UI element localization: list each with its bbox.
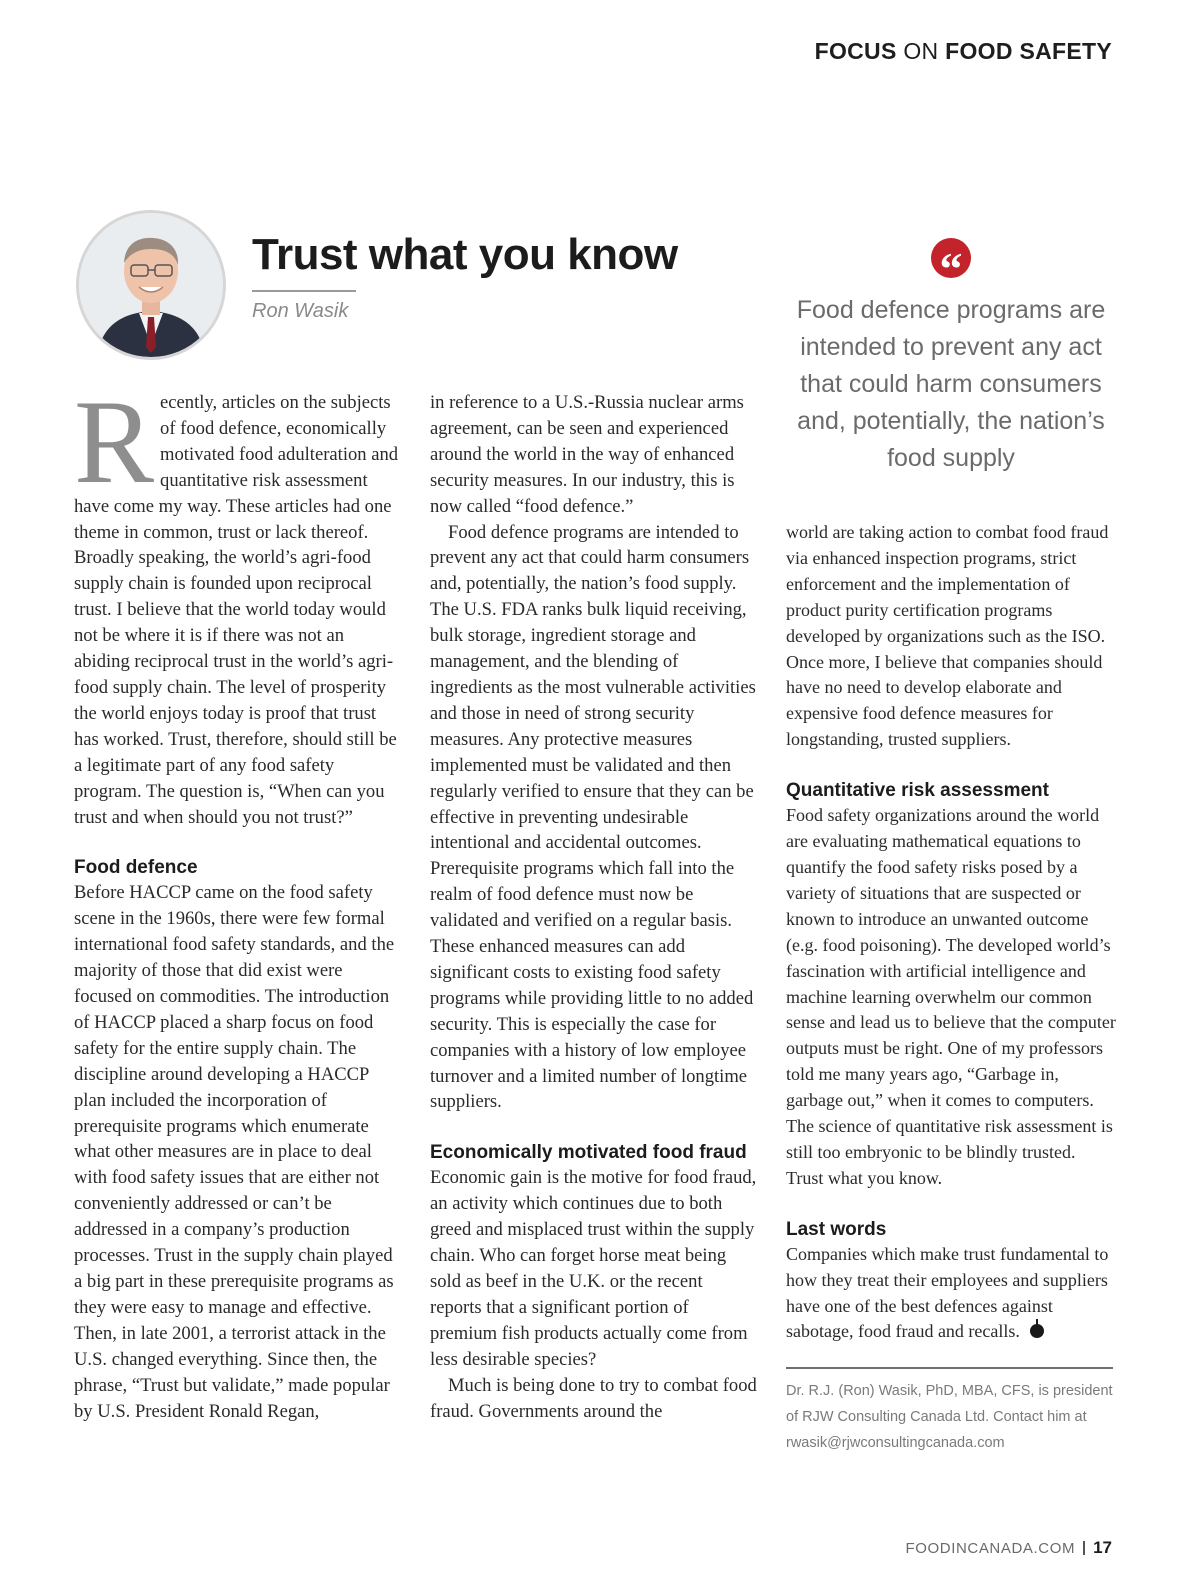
bio-line-1: Dr. R.J. (Ron) Wasik, PhD, MBA, CFS, is president <box>786 1383 1113 1399</box>
page-footer <box>905 1538 1112 1558</box>
footer-separator <box>1083 1541 1085 1555</box>
bio-email: rwasik@rjwconsultingcanada.com <box>786 1435 1005 1451</box>
footer-site: FOODINCANADA.COM <box>905 1540 1076 1557</box>
food-defence-paragraph: Before HACCP came on the food safety scene in the 1960s, there were few formal international food safety standards, and the majority of those that did exist were focused on commodities. The introduction of HACCP placed a sharp focus on food safety for the entire supply chain. The discipline around developing a HACCP plan included the incorporation of prerequisite programs which enumerate what other measures are in place to deal with food safety issues that are either not conveniently addressed or can’t be addressed in a company’s production processes. Trust in the supply chain played a big part in these prerequisite programs as they were easy to manage and effective. Then, in late 2001, a terrorist attack in the U.S. changed everything. Since then, the phrase, “Trust but validate,” made popular by U.S. President Ronald Regan, <box>74 882 395 1422</box>
intro-paragraph <box>74 375 402 830</box>
bio-line-2: of RJW Consulting Canada Ltd. Contact him at <box>786 1409 1087 1425</box>
risk-assessment-paragraph: Food safety organizations around the world are evaluating mathematical equations to quantify the food safety risks posed by a variety of situations that are suspected or known to introduce an unwanted outcome (e.g. food poisoning). The developed world’s fascination with artificial intelligence and machine learning overwhelm our common sense and lead us to believe that the computer outputs must be right. One of my professors told me many years ago, “Garbage in, garbage out,” when it comes to computers. The science of quantitative risk assessment is still too embryonic to be blindly trusted. Trust what you know. <box>786 805 1116 1188</box>
pull-quote-text: Food defence programs are intended to prevent any act that could harm consumers and, potentially, the nation’s food supply <box>796 296 1106 472</box>
last-words-text: Companies which make trust fundamental to how they treat their employees and suppliers have one of the best defences against sabotage, food fraud and recalls. <box>786 1243 1109 1342</box>
section-label-topic: FOOD SAFETY <box>945 38 1112 64</box>
bio-divider <box>786 1367 1113 1369</box>
col3-paragraph-1: world are taking action to combat food fraud via enhanced inspection programs, strict enforcement and the implementation of product purity certification programs developed by organizations such as the ISO. Once more, I believe that companies should have no need to develop elaborate and expensive food defence measures for longstanding, trusted suppliers. <box>786 522 1109 750</box>
author-portrait-icon <box>79 213 223 357</box>
column-3 <box>786 520 1116 1345</box>
page-number: 17 <box>1093 1538 1112 1557</box>
subhead-risk-assessment: Quantitative risk assessment <box>786 780 1049 802</box>
subhead-last-words: Last words <box>786 1218 887 1240</box>
drop-cap: R <box>74 375 155 508</box>
author-bio <box>786 1378 1116 1456</box>
article-title: Trust what you know <box>252 230 678 279</box>
section-label <box>815 38 1112 65</box>
subhead-food-fraud: Economically motivated food fraud <box>430 1142 747 1164</box>
last-words-paragraph <box>786 1242 1116 1346</box>
section-label-focus: FOCUS <box>814 38 897 64</box>
pull-quote <box>782 238 1120 477</box>
column-1 <box>74 375 402 1424</box>
col2-paragraph-1: in reference to a U.S.-Russia nuclear arms agreement, can be seen and experienced around the world in the way of enhanced security measures. In our industry, this is now called “food defence.” <box>430 392 744 517</box>
food-fraud-paragraph: Economic gain is the motive for food fraud, an activity which continues due to both greed and misplaced trust within the supply chain. Who can forget horse meat being sold as beef in the U.K. or the recent reports that a significant portion of premium fish products actually come from less desirable species? <box>430 1167 757 1370</box>
subhead-food-defence: Food defence <box>74 857 198 879</box>
title-divider <box>252 290 356 292</box>
intro-text: ecently, articles on the subjects of food defence, economically motivated food adulteration and quantitative risk assessment have come my way. These articles had one theme in common, trust or lack thereof. Broadly speaking, the world’s agri-food supply chain is founded upon reciprocal trust. I believe that the world today would not be where it is if there was not an abiding reciprocal trust in the world’s agri-food supply chain. The level of prosperity the world enjoys today is proof that trust has worked. Trust, therefore, should still be a legitimate part of any food safety program. The question is, “When can you trust and when should you not trust?” <box>74 392 399 828</box>
section-label-on: ON <box>903 38 939 64</box>
article-author: Ron Wasik <box>252 300 349 322</box>
apple-end-icon <box>1030 1324 1044 1338</box>
author-photo <box>76 210 226 360</box>
quote-mark-icon: “ <box>931 238 971 278</box>
col2-paragraph-2: Food defence programs are intended to prevent any act that could harm consumers and, potentially, the nation’s food supply. The U.S. FDA ranks bulk liquid receiving, bulk storage, ingredient storage and management, and the blending of ingredients as the most vulnerable activities and those in need of strong security measures. Any protective measures implemented must be validated and then regularly verified to ensure that they can be effective in preventing undesirable intentional and accidental outcomes. Prerequisite programs which fall into the realm of food defence must now be validated and verified on a regular basis. These enhanced measures can add significant costs to existing food safety programs while providing little to no added security. This is especially the case for companies with a history of low employee turnover and a limited number of longtime suppliers. <box>430 521 756 1113</box>
column-2 <box>430 390 758 1424</box>
col2-paragraph-4: Much is being done to try to combat food fraud. Governments around the <box>430 1374 757 1422</box>
